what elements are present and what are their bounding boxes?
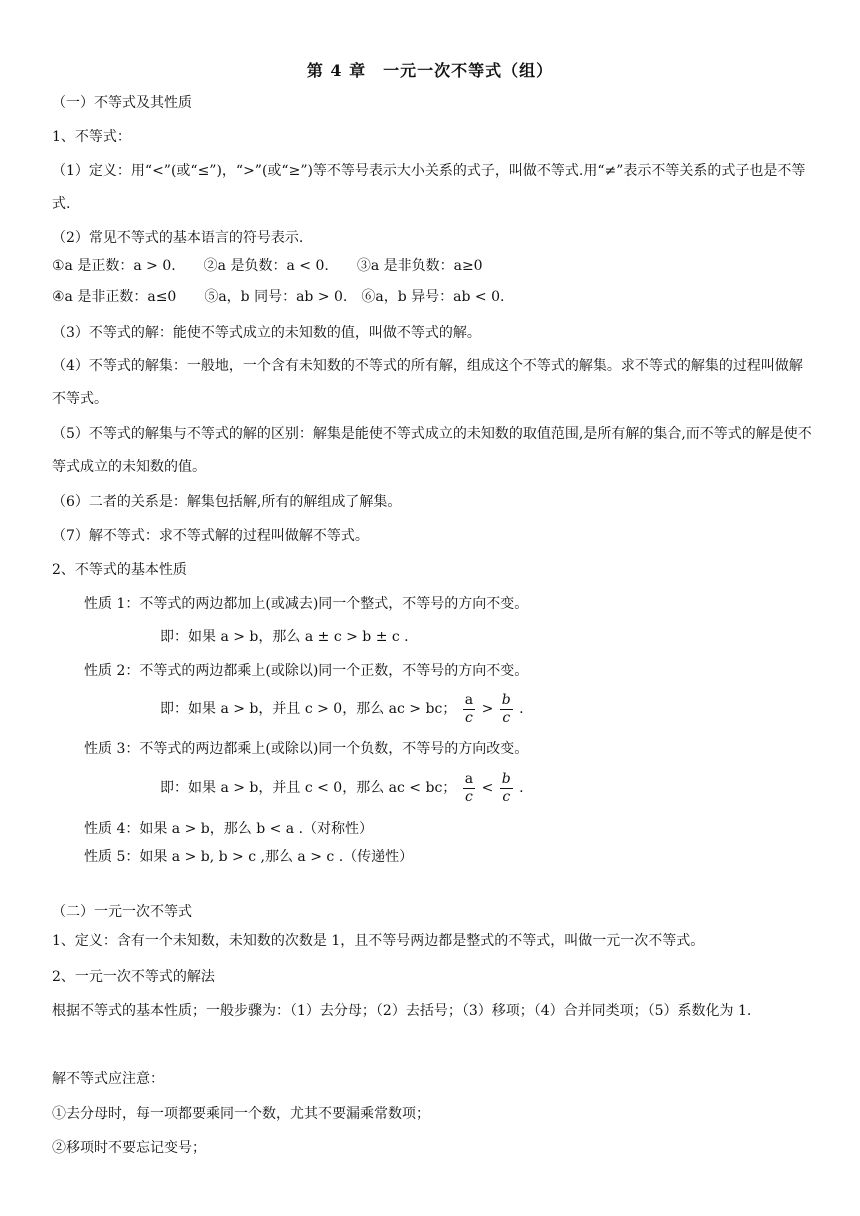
definition-paragraph: （1）定义：用“<”(或“≤”)，“>”(或“≥”)等不等号表示大小关系的式子，叫做不等式.用“≠”表示不等关系的式子也是不等式. — [52, 163, 806, 212]
denominator: c — [465, 709, 473, 726]
fraction-inequality-3 — [461, 769, 524, 807]
property-3-example — [160, 769, 524, 807]
symbol-row-2: ④a 是非正数：a≤0 ⑤a，b 同号：ab > 0. ⑥a，b 异号：ab < 0. — [52, 289, 505, 305]
numerator: a — [464, 770, 474, 787]
item-solution: （3）不等式的解：能使不等式成立的未知数的值，叫做不等式的解。 — [52, 325, 481, 341]
item-solving: （7）解不等式：求不等式解的过程叫做解不等式。 — [52, 528, 369, 544]
numerator: b — [501, 691, 511, 708]
note-2: ②移项时不要忘记变号； — [52, 1140, 206, 1156]
property-2-example — [160, 690, 524, 728]
fraction-end: . — [519, 701, 524, 717]
section-heading-2: （二）一元一次不等式 — [52, 904, 192, 920]
property-1-example: 即：如果 a > b，那么 a ± c > b ± c . — [160, 629, 409, 645]
numerator: b — [501, 770, 511, 787]
subheading-inequality: 1、不等式： — [52, 129, 131, 145]
symbol-row-1: ①a 是正数：a > 0. ②a 是负数：a < 0. ③a 是非负数：a≥0 — [52, 258, 483, 274]
property-2-example-text: 即：如果 a > b，并且 c > 0，那么 ac > bc； — [160, 701, 457, 717]
property-4: 性质 4：如果 a > b，那么 b < a .（对称性） — [84, 821, 374, 837]
denominator: c — [502, 788, 511, 805]
fraction-inequality-2 — [461, 690, 524, 728]
solving-steps: 根据不等式的基本性质；一般步骤为：（1）去分母；（2）去括号；（3）移项；（4）合并同类项；（5）系数化为 1. — [52, 1003, 752, 1019]
fraction-operator: > — [481, 701, 494, 717]
property-2: 性质 2：不等式的两边都乘上(或除以)同一个正数，不等号的方向不变。 — [84, 663, 529, 679]
fraction-b-over-c — [500, 692, 513, 727]
numerator: a — [464, 691, 474, 708]
item-relation: （6）二者的关系是：解集包括解,所有的解组成了解集。 — [52, 494, 402, 510]
denominator: c — [465, 788, 473, 805]
properties-heading: 2、不等式的基本性质 — [52, 562, 187, 578]
property-1: 性质 1：不等式的两边都加上(或减去)同一个整式，不等号的方向不变。 — [84, 596, 529, 612]
solving-method-heading: 2、一元一次不等式的解法 — [52, 969, 215, 985]
denominator: c — [502, 709, 511, 726]
property-3: 性质 3：不等式的两边都乘上(或除以)同一个负数，不等号的方向改变。 — [84, 741, 529, 757]
note-1: ①去分母时，每一项都要乘同一个数，尤其不要漏乘常数项； — [52, 1106, 430, 1122]
linear-inequality-definition: 1、定义：含有一个未知数，未知数的次数是 1，且不等号两边都是整式的不等式，叫做一元一次不等式。 — [52, 933, 705, 949]
common-symbols-heading: （2）常见不等式的基本语言的符号表示. — [52, 230, 304, 246]
fraction-a-over-c — [463, 692, 475, 727]
fraction-operator: < — [481, 780, 494, 796]
item-difference: （5）不等式的解集与不等式的解的区别：解集是能使不等式成立的未知数的取值范围,是所有解的集合,而不等式的解是使不等式成立的未知数的值。 — [52, 426, 812, 475]
item-solution-set: （4）不等式的解集：一般地，一个含有未知数的不等式的所有解，组成这个不等式的解集。求不等式的解集的过程叫做解不等式。 — [52, 358, 803, 407]
fraction-b-over-c — [500, 771, 513, 806]
section-heading-1: （一）不等式及其性质 — [52, 95, 192, 111]
fraction-end: . — [519, 780, 524, 796]
notes-heading: 解不等式应注意： — [52, 1071, 164, 1087]
property-5: 性质 5：如果 a > b, b > c ,那么 a > c .（传递性） — [84, 849, 414, 865]
fraction-a-over-c — [463, 771, 475, 806]
page-title: 第 4 章 一元一次不等式（组） — [306, 61, 554, 80]
property-3-example-text: 即：如果 a > b，并且 c < 0，那么 ac < bc； — [160, 780, 457, 796]
